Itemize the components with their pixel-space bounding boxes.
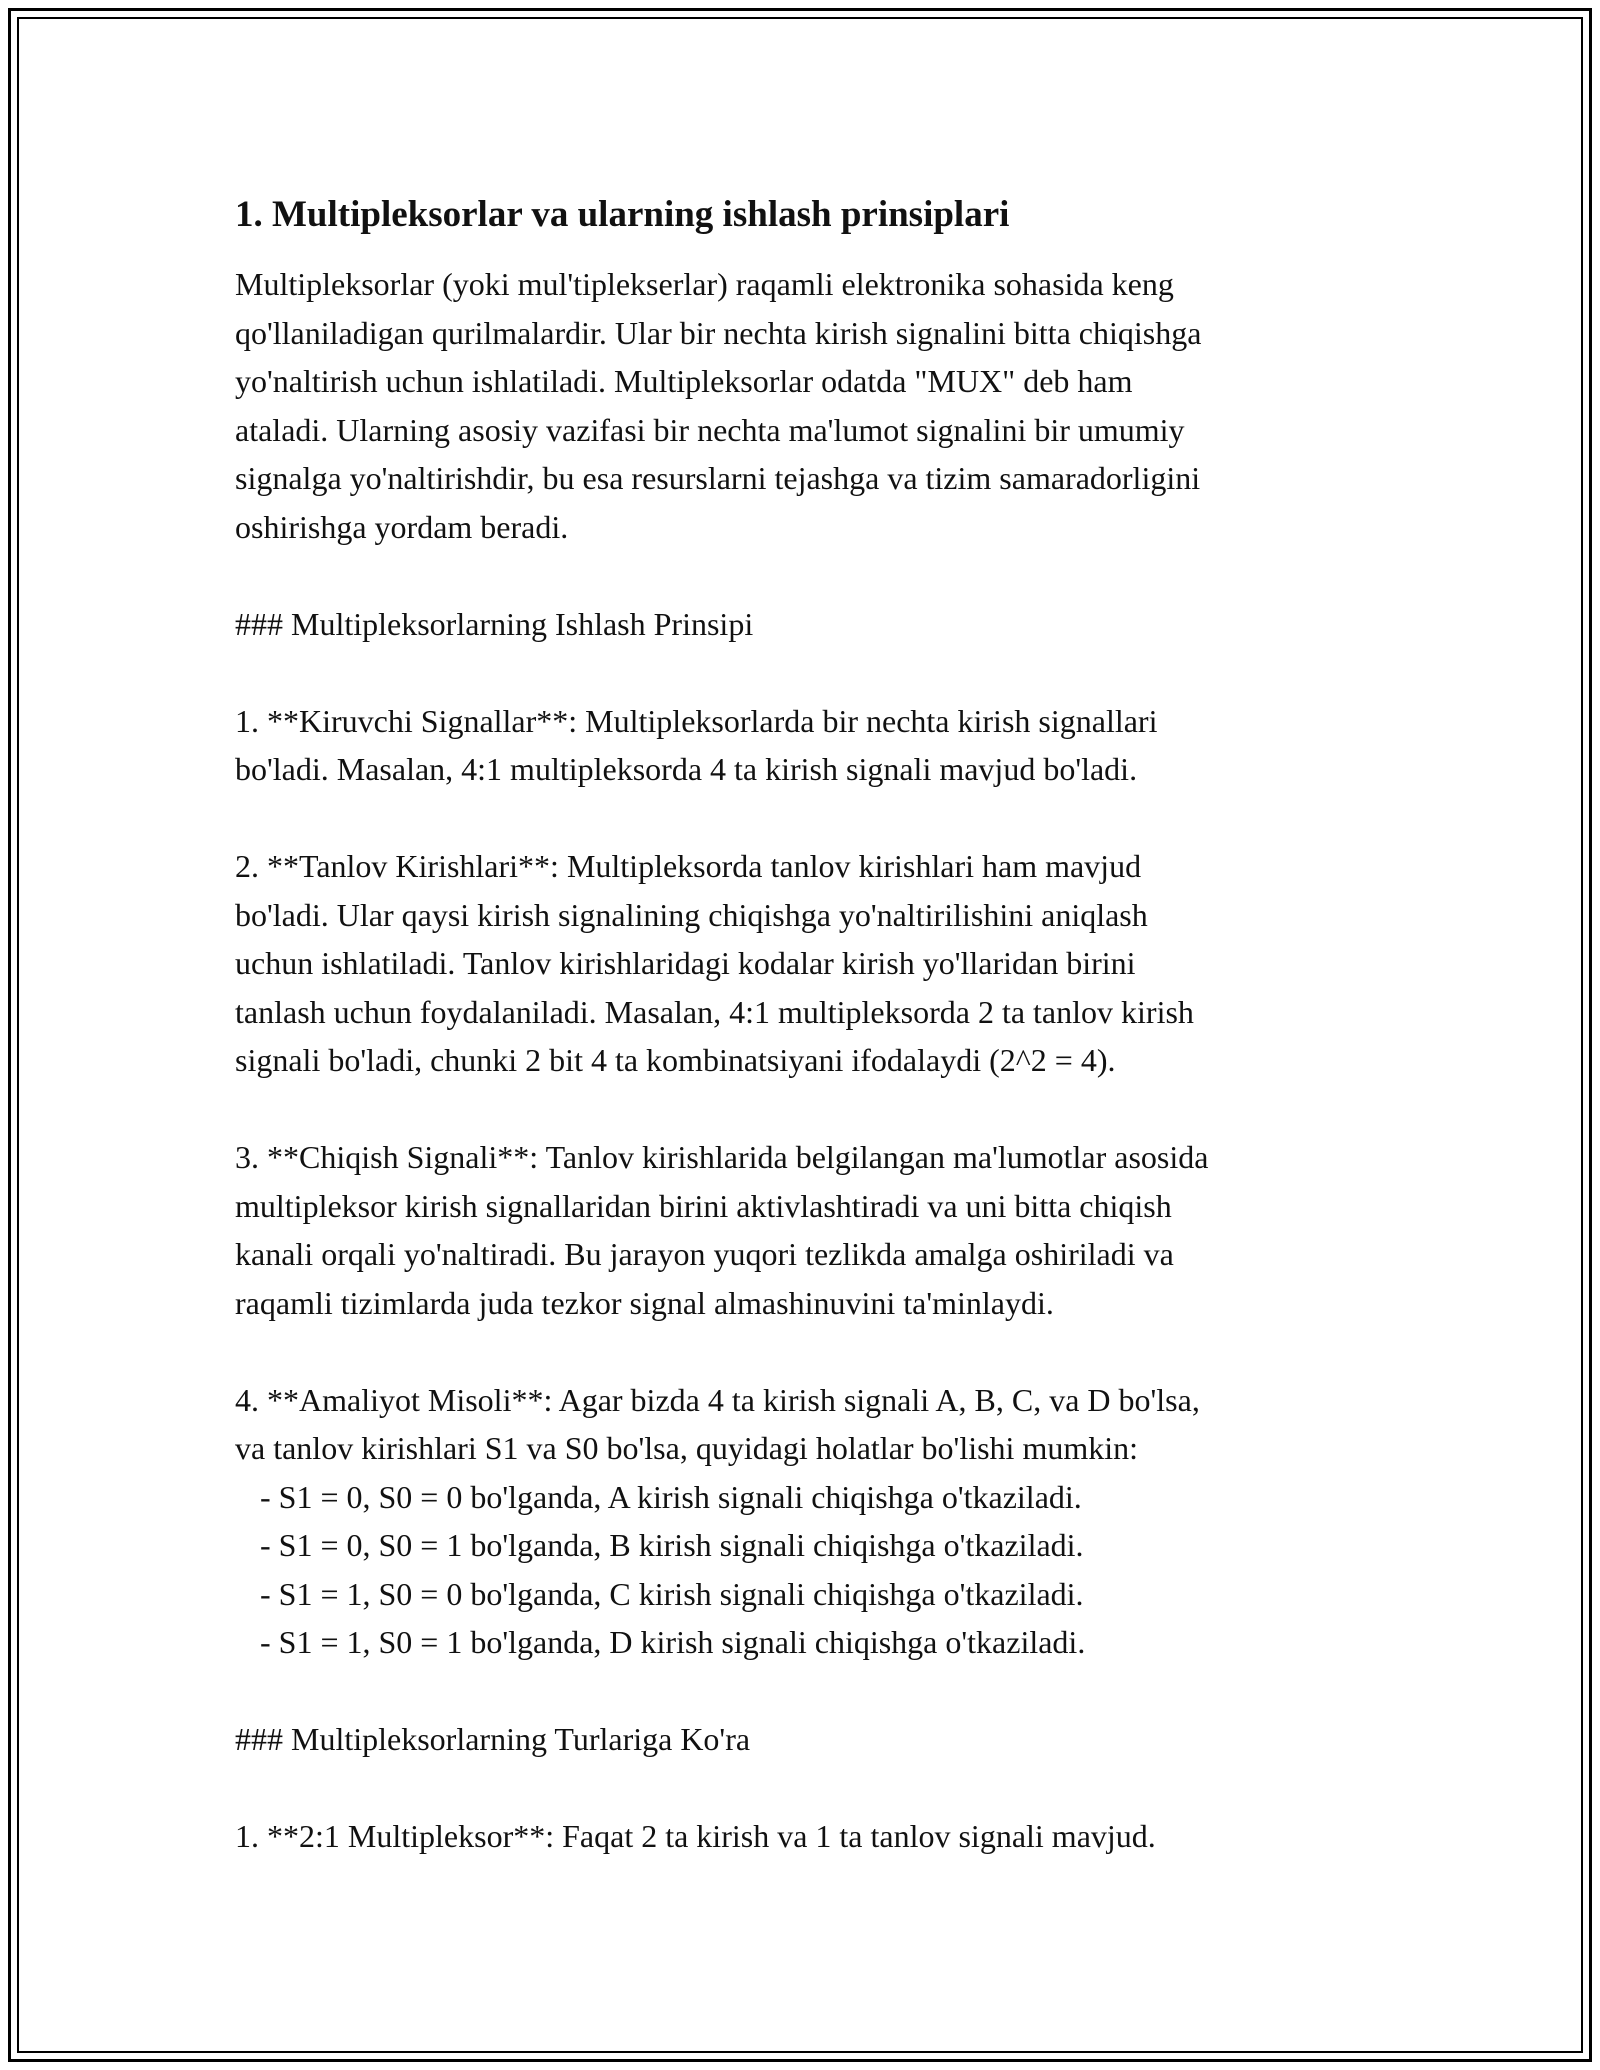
list-item-line: 4. **Amaliyot Misoli**: Agar bizda 4 ta kirish signali A, B, C, va D bo'lsa,: [235, 1381, 1200, 1418]
spacer: [235, 1764, 1375, 1813]
spacer: [235, 648, 1375, 697]
list-item-line: 2. **Tanlov Kirishlari**: Multipleksorda tanlov kirishlari ham mavjud: [235, 848, 1142, 884]
spacer: [235, 551, 1375, 600]
list-item-line: tanlash uchun foydalaniladi. Masalan, 4:1 multipleksorda 2 ta tanlov kirish: [235, 993, 1194, 1030]
example-case-line: - S1 = 0, S0 = 1 bo'lganda, B kirish signali chiqishga o'tkaziladi.: [260, 1527, 1084, 1563]
list-item-2to1-mux: [235, 1812, 1375, 1861]
list-item-line: bo'ladi. Masalan, 4:1 multipleksorda 4 ta kirish signali mavjud bo'ladi.: [235, 751, 1138, 787]
intro-line: signalga yo'naltirishdir, bu esa resurslarni tejashga va tizim samaradorligini: [235, 460, 1201, 496]
example-case-line: - S1 = 1, S0 = 1 bo'lganda, D kirish signali chiqishga o'tkaziladi.: [260, 1624, 1086, 1660]
spacer: [235, 794, 1375, 843]
intro-line: oshirishga yordam beradi.: [235, 508, 569, 545]
list-item-line: 1. **Kiruvchi Signallar**: Multipleksorlarda bir nechta kirish signallari: [235, 702, 1158, 739]
list-item-line: 3. **Chiqish Signali**: Tanlov kirishlarida belgilangan ma'lumotlar asosida: [235, 1139, 1209, 1175]
list-item-line: va tanlov kirishlari S1 va S0 bo'lsa, quyidagi holatlar bo'lishi mumkin:: [235, 1430, 1138, 1466]
list-item-output-signal: [235, 1133, 1375, 1327]
list-item-select-inputs: [235, 842, 1375, 1085]
document-body: [235, 180, 1375, 1861]
spacer: [235, 1085, 1375, 1134]
spacer: [235, 1667, 1375, 1716]
list-item-line: raqamli tizimlarda juda tezkor signal almashinuvini ta'minlaydi.: [235, 1284, 1054, 1321]
list-item-input-signals: [235, 697, 1375, 794]
section-heading-types: ### Multipleksorlarning Turlariga Ko'ra: [235, 1721, 751, 1757]
intro-line: Multipleksorlar (yoki mul'tiplekserlar) raqamli elektronika sohasida keng: [235, 266, 1174, 302]
example-case-line: - S1 = 0, S0 = 0 bo'lganda, A kirish signali chiqishga o'tkaziladi.: [260, 1478, 1082, 1515]
example-case-line: - S1 = 1, S0 = 0 bo'lganda, C kirish signali chiqishga o'tkaziladi.: [260, 1575, 1084, 1612]
intro-line: ataladi. Ularning asosiy vazifasi bir nechta ma'lumot signalini bir umumiy: [235, 411, 1185, 448]
intro-paragraph: [235, 260, 1375, 551]
document-title: 1. Multipleksorlar va ularning ishlash prinsiplari: [235, 194, 1010, 235]
list-item-line: multipleksor kirish signallaridan birini aktivlashtiradi va uni bitta chiqish: [235, 1187, 1172, 1224]
list-item-line: kanali orqali yo'naltiradi. Bu jarayon yuqori tezlikda amalga oshiriladi va: [235, 1236, 1174, 1272]
list-item-practical-example: [235, 1376, 1375, 1667]
section-heading-working-principle: ### Multipleksorlarning Ishlash Prinsipi: [235, 605, 754, 642]
spacer: [235, 1327, 1375, 1376]
intro-line: qo'llaniladigan qurilmalardir. Ular bir nechta kirish signalini bitta chiqishga: [235, 314, 1202, 351]
list-item-line: bo'ladi. Ular qaysi kirish signalining chiqishga yo'naltirilishini aniqlash: [235, 896, 1148, 933]
list-item-line: signali bo'ladi, chunki 2 bit 4 ta kombinatsiyani ifodalaydi (2^2 = 4).: [235, 1042, 1116, 1078]
list-item-line: uchun ishlatiladi. Tanlov kirishlaridagi kodalar kirish yo'llaridan birini: [235, 945, 1136, 981]
list-item-line: 1. **2:1 Multipleksor**: Faqat 2 ta kirish va 1 ta tanlov signali mavjud.: [235, 1818, 1156, 1854]
intro-line: yo'naltirish uchun ishlatiladi. Multipleksorlar odatda "MUX" deb ham: [235, 363, 1133, 399]
